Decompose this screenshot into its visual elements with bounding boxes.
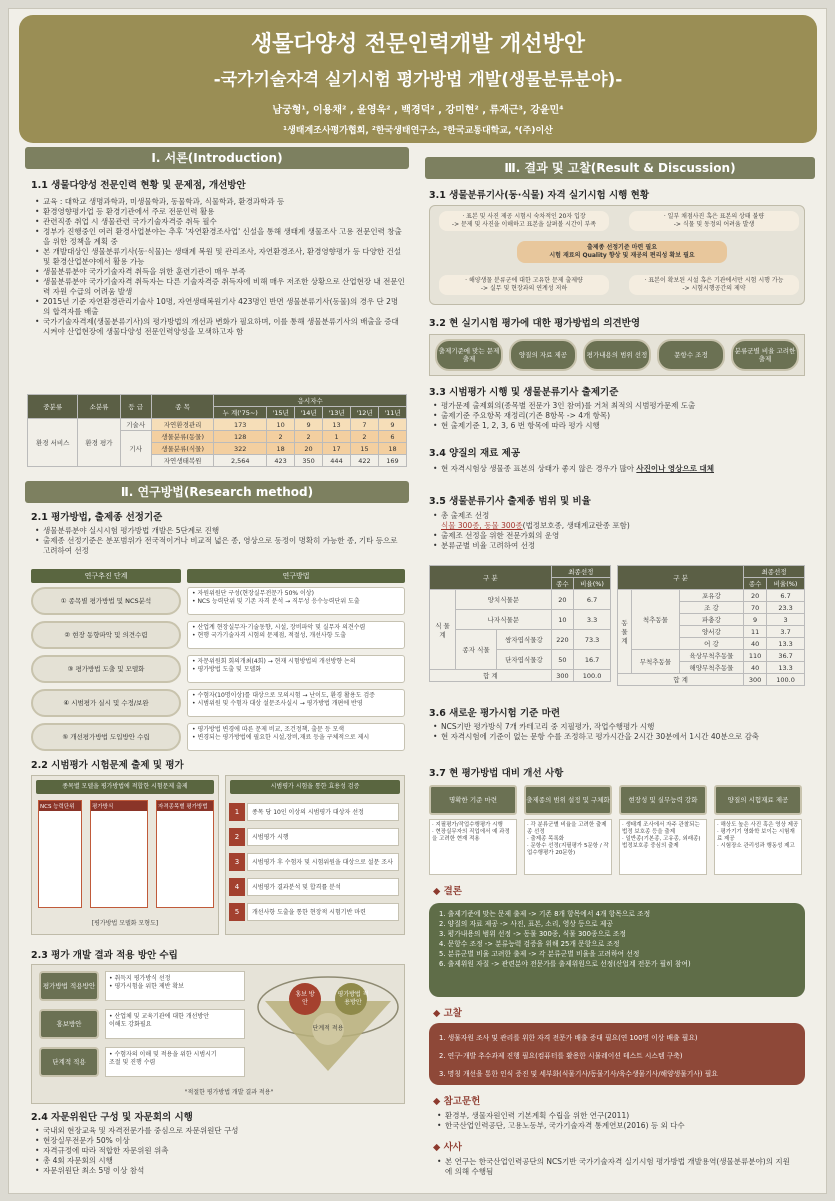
opinion-item: 문항수 조정 xyxy=(657,339,725,371)
range-note: (법정보호종, 생태계교란종 포함) xyxy=(522,521,630,530)
step-desc: • 산업계 현장실무자·기술동향, 시설, 장비파악 및 실무자 의견수렴 • 현행 국가기술자격 시험의 문제점, 적절성, 개선사항 도출 xyxy=(187,621,405,649)
cell-count: 11 xyxy=(744,626,767,638)
cell-value: 423 xyxy=(267,455,295,467)
intro-bullets xyxy=(35,197,405,337)
cell-value: 350 xyxy=(295,455,323,467)
affiliations: ¹생태계조사평가협회, ²한국생태연구소, ³한국교통대학교, ⁴(주)이산 xyxy=(283,126,553,136)
verify-step-number: 2 xyxy=(229,828,245,846)
th-ratio: 비율(%) xyxy=(574,578,611,590)
venn-label: 홍보 방안 xyxy=(295,991,315,1006)
apply-name: 단계적 적용 xyxy=(39,1047,99,1077)
poster-title: 생물다양성 전문인력개발 개선방안 xyxy=(250,32,586,57)
step-desc: • 수험자(10명이상)를 대상으로 모의시험 → 난이도, 환경 활용도 검증 • 시범위원 및 수험자 대상 설문조사실시 → 평가방법 개편에 반영 xyxy=(187,689,405,717)
section-intro-heading: Ⅰ. 서론(Introduction) xyxy=(25,147,409,169)
improve-body: · 생태계 조사에서 자주 관찰되는 법정 보호종 등을 출제 · 일반종(기본종, 고유종, 외래종) 법정보호종 중심의 출제 xyxy=(619,819,707,875)
intro-bullet: • 국가기술자격제(생물분류기사)의 평가방법의 개선과 변화가 필요하며, 이를 통해 생물분류기사의 배출을 증대시켜야 산업현장에 생물다양성 전문인력양성을 모색하고자 함 xyxy=(35,317,405,337)
criteria-bullets xyxy=(433,401,803,431)
steps-head-left: 연구추진 단계 xyxy=(31,569,181,583)
cell-minor: 환경 평가 xyxy=(78,419,120,467)
improve-body: · 해상도 높은 사진 혹은 영상 제공 · 평가기기 영화학 보이는 시험재료 제공 · 시험장소 관리성과 행동성 제고 xyxy=(714,819,802,875)
cell-value: 6 xyxy=(378,431,406,443)
table-row xyxy=(618,674,805,686)
cell-ratio: 16.7 xyxy=(574,650,611,670)
cell-group: 단자엽식물강 xyxy=(497,650,552,670)
conclusion-item: 6. 출제위원 자질 -> 관련분야 전문가를 출제위원으로 선정(산업계 전문가 필히 참여) xyxy=(439,960,691,968)
verify-step-number: 3 xyxy=(229,853,245,871)
step-name: ③ 평가방법 도출 및 모델화 xyxy=(31,655,181,683)
advisory-bullet: • 자격규정에 따라 적합한 자문위원 위촉 xyxy=(35,1146,405,1156)
cell-item: 자연생태복원 xyxy=(151,455,214,467)
poster-header xyxy=(19,15,817,143)
th-ratio: 비율(%) xyxy=(767,578,805,590)
venn-label: 단계적 적용 xyxy=(312,1025,344,1032)
cell-ratio: 13.3 xyxy=(767,662,805,674)
range-bullet: • 출제조 선정을 위한 전문가회의 운영 xyxy=(433,531,803,541)
cell-value: 20 xyxy=(295,443,323,455)
th-minor: 소분류 xyxy=(78,395,120,419)
opinion-item: 양질의 자료 제공 xyxy=(509,339,577,371)
references-title: 참고문헌 xyxy=(443,1096,481,1107)
cell-value: 2 xyxy=(351,431,379,443)
cell-value: 422 xyxy=(351,455,379,467)
table-row xyxy=(430,590,611,610)
cell-count: 9 xyxy=(744,614,767,626)
cell-value: 1 xyxy=(323,431,351,443)
cell-value: 7 xyxy=(351,419,379,431)
th-grade: 등 급 xyxy=(120,395,151,419)
cell-value: 322 xyxy=(214,443,267,455)
th-year: '15년 xyxy=(267,407,295,419)
cell-count: 220 xyxy=(551,630,573,650)
subheading-1-1: 1.1 생물다양성 전문인력 현황 및 문제점, 개선방안 xyxy=(31,180,246,191)
cell-count: 50 xyxy=(551,650,573,670)
steps-head-right: 연구방법 xyxy=(187,569,405,583)
discussion-box xyxy=(429,1023,805,1085)
ack-title: 사사 xyxy=(443,1142,462,1153)
own-method-label: 자격종목별 평가방법 xyxy=(157,801,213,811)
ncs-units-box xyxy=(38,800,82,908)
th-year: '13년 xyxy=(323,407,351,419)
apply-name: 홍보방안 xyxy=(39,1009,99,1039)
cell-group: 양치식물문 xyxy=(456,590,552,610)
th-item: 종 목 xyxy=(151,395,214,419)
cell-item: 자연환경관리 xyxy=(151,419,214,431)
method-bullet: • 출제종 선정기준은 분포범위가 전국적이거나 비교적 넓은 종, 영상으로 동정이 명확히 가능한 종, 기타 등으로 고려하여 선정 xyxy=(35,536,405,556)
cell-value: 9 xyxy=(378,419,406,431)
table-row xyxy=(28,419,407,431)
conclusion-item: 3. 평가내용의 범위 선정 -> 동물 300종, 식물 300종으로 조정 xyxy=(439,930,626,938)
apply-name: 평가방법 적용방안 xyxy=(39,971,99,1001)
model-diagram-caption: [평가방법 모델화 모형도] xyxy=(91,920,159,927)
animal-ratio-table xyxy=(617,565,805,686)
conclusion-item: 2. 양질의 자료 제공 -> 사진, 표본, 소리, 영상 등으로 제공 xyxy=(439,920,614,928)
cell-ratio: 13.3 xyxy=(767,638,805,650)
step-desc: • 자원위원단 구성(현장실무전문가 50% 이상) • NCS 능력단위 및 기존 자격 분석 → 직무성 응수능력단위 도출 xyxy=(187,587,405,615)
intro-bullet: • 정부가 진행중인 여러 환경사업분야는 추후 '자연환경조사업' 신설을 통해 생태계 생물조사 고용 전문인력 창출을 위한 정책을 계획 중 xyxy=(35,227,405,247)
applicant-stats-table xyxy=(27,394,407,467)
new-criteria-bullet: • NCS기반 평가방식 7개 카테고리 중 지필평가, 작업수행평가 시행 xyxy=(433,722,803,732)
reference-item: • 한국산업인력공단, 고용노동부, 국가기술자격 통계연보(2016) 등 외 다수 xyxy=(437,1121,807,1131)
table-row xyxy=(430,630,611,650)
intro-bullet: • 환경영향평가업 등 환경기관에서 주로 전문인력 활용 xyxy=(35,207,405,217)
apply-desc: • 취득지 평가방식 선정 • 평가시험을 위한 제반 확보 xyxy=(105,971,245,1001)
eval-type-box xyxy=(90,800,148,908)
poster xyxy=(8,8,827,1194)
section-results-heading: Ⅲ. 결과 및 고찰(Result & Discussion) xyxy=(425,157,815,179)
opinion-item: 평가내용의 범위 선정 xyxy=(583,339,651,371)
step-name: ② 현장 동향파악 및 의견수렴 xyxy=(31,621,181,649)
conclusion-box xyxy=(429,903,805,997)
criteria-bullet: • 출제기준 주요항목 재정리(기존 8항목 -> 4개 항목) xyxy=(433,411,803,421)
subheading-3-3: 3.3 시범평가 시행 및 생물분류기사 출제기준 xyxy=(429,387,619,398)
conclusion-item: 5. 분류군별 비율 고려한 출제 -> 각 분류군별 비율을 고려하여 선정 xyxy=(439,950,640,958)
table-row xyxy=(430,670,611,682)
cell-ratio: 23.3 xyxy=(767,602,805,614)
verify-step: 시범평가 후 수험자 및 시험위원을 대상으로 설문 조사 xyxy=(247,853,399,871)
cell-subgroup: 무척추동물 xyxy=(632,650,680,674)
verify-step: 개선사항 도출을 통한 현장적 시험기반 마련 xyxy=(247,903,399,921)
intro-bullet: • 생물분류분야 국가기술자격 취득자는 다른 기술자격증 취득자에 비해 매우 저조한 상황으로 산업현장 내 전문인력 자원 수급의 어려움 발생 xyxy=(35,277,405,297)
subheading-3-6: 3.6 새로운 평가시험 기준 마련 xyxy=(429,708,561,719)
discussion-heading: ◆ 고찰 xyxy=(433,1008,462,1019)
apply-desc: • 산업체 및 교육기관에 대한 개선방안 이해도 강화필요 xyxy=(105,1009,245,1039)
cell-count: 20 xyxy=(551,590,573,610)
status-issue: · 일부 채점사진 혹은 표본의 상태 불량 -> 식물 및 동정의 어려움 발생 xyxy=(629,211,799,231)
cell-grade: 기술사 xyxy=(120,419,151,431)
apply-desc: • 수험자의 이해 및 적용을 위한 시범시기 조절 및 진행 수렴 xyxy=(105,1047,245,1077)
verify-step-number: 1 xyxy=(229,803,245,821)
subheading-3-2: 3.2 현 실기시험 평가에 대한 평가방법의 의견반영 xyxy=(429,318,641,329)
cell-count: 40 xyxy=(744,638,767,650)
table-row xyxy=(430,610,611,630)
verify-step: 시범평가 결과분석 및 합격률 분석 xyxy=(247,878,399,896)
cell-ratio: 3.7 xyxy=(767,626,805,638)
cell-count: 300 xyxy=(744,674,767,686)
th-count: 종수 xyxy=(744,578,767,590)
step-name: ④ 시범평가 실시 및 수정/보완 xyxy=(31,689,181,717)
range-bullets xyxy=(433,511,803,551)
cell-item: 생물분류(동물) xyxy=(151,431,214,443)
step-name: ① 종목별 평가방법 및 NCS분석 xyxy=(31,587,181,615)
cell-value: 173 xyxy=(214,419,267,431)
plant-ratio-table xyxy=(429,565,611,682)
reference-item: • 환경부, 생물자원인력 기본계획 수립을 위한 연구(2011) xyxy=(437,1111,807,1121)
cell-grade: 기사 xyxy=(120,431,151,467)
subheading-2-4: 2.4 자문위원단 구성 및 자문회의 시행 xyxy=(31,1112,193,1123)
status-issue: · 표본이 확보된 시설 혹은 기관에서만 시험 시행 가능 -> 시험시행공간의 제약 xyxy=(629,275,799,295)
status-issue: · 표본 및 사진 제공 시험시 숙차적인 20자 입장 -> 문제 및 사진을 이해하고 표본을 살펴볼 시간이 부족 xyxy=(439,211,609,231)
intro-bullet: • 2015년 기준 자연환경관리기술사 10명, 자연생태복원기사 423명인 반면 생물분류기사(동물)의 경우 단 2명의 합격자를 배출 xyxy=(35,297,405,317)
verify-step: 시범평가 시행 xyxy=(247,828,399,846)
eval-type-label: 평가방식 xyxy=(91,801,147,811)
verify-diagram-title: 시범평가 시험을 통한 효용성 검증 xyxy=(230,780,400,794)
cell-value: 15 xyxy=(351,443,379,455)
status-issue: · 해양생물 분류군에 대한 고유한 문제 출제량 -> 실무 및 현장과의 연계성 저하 xyxy=(439,275,609,295)
cell-value: 13 xyxy=(323,419,351,431)
verify-step: 종목 당 10인 이상의 시범평가 대상자 선정 xyxy=(247,803,399,821)
cell-ratio: 3 xyxy=(767,614,805,626)
material-emphasis: 사진이나 영상으로 대체 xyxy=(636,464,715,473)
cell-major: 환경 서비스 xyxy=(28,419,78,467)
apply-caption: "적절한 평가방법 개발 결과 적용" xyxy=(184,1089,274,1096)
cell-total-label: 합 계 xyxy=(618,674,744,686)
th-final: 최종선정 xyxy=(551,566,610,578)
cell-group: 육상무척추동물 xyxy=(679,650,743,662)
table-row xyxy=(618,590,805,602)
cell-total-label: 합 계 xyxy=(430,670,552,682)
discussion-title: 고찰 xyxy=(443,1008,462,1019)
verify-step-number: 4 xyxy=(229,878,245,896)
subheading-3-5: 3.5 생물분류기사 출제종 범위 및 비율 xyxy=(429,496,591,507)
cell-ratio: 6.7 xyxy=(574,590,611,610)
th-year: '12년 xyxy=(351,407,379,419)
cell-subgroup: 종자 식물 xyxy=(456,630,497,670)
cell-count: 40 xyxy=(744,662,767,674)
material-bullet xyxy=(433,464,807,474)
cell-value: 444 xyxy=(323,455,351,467)
cell-count: 70 xyxy=(744,602,767,614)
own-method-box xyxy=(156,800,214,908)
improve-body: · 각 분류군별 비율을 고려한 출제종 선정 · 출제종 목록화 · 문항수 선정(지필평가 5문항 / 작업수행평가 20문항) xyxy=(524,819,612,875)
step-desc: • 자문위원회 회의개최(4회) → 현재 시험방법의 개선방향 논의 • 평가방법 도출 및 모델화 xyxy=(187,655,405,683)
range-bullet: • 분류군별 비율 고려하여 선정 xyxy=(433,541,803,551)
poster-subtitle: -국가기술자격 실기시험 평가방법 개발(생물분류분야)- xyxy=(213,70,623,90)
status-core: 출제종 선정기준 마련 필요 시험 재료의 Quality 향상 및 재공의 편리성 확보 필요 xyxy=(517,241,727,263)
improve-head: 양질의 시험재료 제공 xyxy=(714,785,802,815)
conclusion-item: 1. 출제기준에 맞는 문제 출제 -> 기존 8개 항목에서 4개 항목으로 조정 xyxy=(439,910,651,918)
intro-bullet: • 본 개발대상인 생물분류기사(동·식물)는 생태계 복원 및 관리조사, 자연환경조사, 환경영향평가 등 다양한 건설 및 환경산업분야에서 활용 가능 xyxy=(35,247,405,267)
references-heading: ◆ 참고문헌 xyxy=(433,1096,481,1107)
cell-category: 동물계 xyxy=(618,590,632,674)
advisory-bullet: • 현장실무전문가 50% 이상 xyxy=(35,1136,405,1146)
range-emphasis: 식물 300종, 동물 300종 xyxy=(441,521,523,530)
th-group: 구 분 xyxy=(430,566,552,590)
material-text: 현 자격시험상 생물종 표본의 상태가 좋지 않은 경우가 많아 xyxy=(441,464,637,473)
th-year: '14년 xyxy=(295,407,323,419)
cell-count: 300 xyxy=(551,670,573,682)
cell-category: 식 물 계 xyxy=(430,590,456,670)
verify-step-number: 5 xyxy=(229,903,245,921)
improve-body: · 지필평가/작업수행평가 시행 · 현장실무자의 직업에서 예 과정을 고려한 현재 적용 xyxy=(429,819,517,875)
cell-group: 해양무척추동물 xyxy=(679,662,743,674)
cell-group: 쌍자엽식물강 xyxy=(497,630,552,650)
model-diagram-title: 종목별 모델을 평가방법에 적합한 시험문제 출제 xyxy=(36,780,214,794)
cell-value: 2 xyxy=(295,431,323,443)
intro-bullet: • 교육 : 대학교 생명과학과, 미생물학과, 동물학과, 식물학과, 환경과학과 등 xyxy=(35,197,405,207)
advisory-bullet: • 국내외 현장교육 및 자격전문가를 중심으로 자문위원단 구성 xyxy=(35,1126,405,1136)
opinion-item: 분류군별 비율 고려한 출제 xyxy=(731,339,799,371)
cell-count: 110 xyxy=(744,650,767,662)
cell-value: 17 xyxy=(323,443,351,455)
conclusion-item: 4. 문항수 조정 -> 분류능력 검증을 위해 25개 문항으로 조정 xyxy=(439,940,620,948)
cell-ratio: 36.7 xyxy=(767,650,805,662)
cell-group: 어 강 xyxy=(679,638,743,650)
improve-head: 명확한 기준 마련 xyxy=(429,785,517,815)
model-diagram xyxy=(31,775,219,935)
th-group: 구 분 xyxy=(618,566,744,590)
table-row xyxy=(618,650,805,662)
method-bullet: • 생물분류분야 실시시험 평가방법 개발은 5단계로 진행 xyxy=(35,526,405,536)
th-count: 응시자수 xyxy=(214,395,407,407)
opinion-item: 출제기준에 맞는 문제 출제 xyxy=(435,339,503,371)
cell-group: 나자식물문 xyxy=(456,610,552,630)
th-major: 중분류 xyxy=(28,395,78,419)
cell-group: 양서강 xyxy=(679,626,743,638)
cell-ratio: 3.3 xyxy=(574,610,611,630)
new-criteria-bullet: • 현 자격시험에 기준이 없는 문항 수를 조정하고 평가시간을 2시간 30분에서 1시간 40분으로 감축 xyxy=(433,732,803,742)
th-count: 종수 xyxy=(551,578,573,590)
criteria-bullet: • 평가문제 출제회의(종목별 전문가 3인 참여)를 거쳐 최적의 시범평가문제 도출 xyxy=(433,401,803,411)
advisory-bullets xyxy=(35,1126,405,1176)
th-year: 누 계('75~) xyxy=(214,407,267,419)
cell-value: 10 xyxy=(267,419,295,431)
cell-item: 생물분류(식물) xyxy=(151,443,214,455)
th-year: '11년 xyxy=(378,407,406,419)
cell-count: 10 xyxy=(551,610,573,630)
references-list xyxy=(437,1111,807,1131)
conclusion-heading: ◆ 결론 xyxy=(433,886,462,897)
cell-value: 2 xyxy=(267,431,295,443)
advisory-bullet: • 자문위원단 최소 5명 이상 참석 xyxy=(35,1166,405,1176)
cell-ratio: 73.3 xyxy=(574,630,611,650)
subheading-3-4: 3.4 양질의 재료 제공 xyxy=(429,448,520,459)
cell-ratio: 6.7 xyxy=(767,590,805,602)
discussion-item: 2. 연구·개발 추수과제 진행 필요(컴퓨터를 활용한 시뮬레이션 테스트 시스템 구축) xyxy=(439,1052,683,1060)
subheading-3-7: 3.7 현 평가방법 대비 개선 사항 xyxy=(429,768,564,779)
cell-group: 파충강 xyxy=(679,614,743,626)
intro-bullet: • 생물분류분야 국가기술자격 취득을 위한 훈련기관이 매우 부족 xyxy=(35,267,405,277)
ack-text: • 본 연구는 한국산업인력공단의 NCS기반 국가기술자격 실기시험 평가방법 개발용역(생물분류분야)의 지원에 의해 수행됨 xyxy=(437,1157,797,1177)
discussion-item: 1. 생물자원 조사 및 관리를 위한 자격 전문가 배출 증대 필요(연 100명 이상 배출 필요) xyxy=(439,1034,698,1042)
intro-bullet: • 관련직종 취업 시 생물관련 국가기술자격증 취득 필수 xyxy=(35,217,405,227)
step-desc: • 평가방법 변경에 따른 문제 비교, 조건정책, 출문 등 모색 • 변경되는 평가방법에 필요한 시설,장비,재료 등을 구체적으로 제시 xyxy=(187,723,405,751)
range-bullet: • 총 출제조 선정 xyxy=(433,511,803,521)
cell-subgroup: 척추동물 xyxy=(632,590,680,650)
section-method-heading: Ⅱ. 연구방법(Research method) xyxy=(25,481,409,503)
subheading-2-2: 2.2 시범평가 시험문제 출제 및 평가 xyxy=(31,760,184,771)
cell-value: 18 xyxy=(378,443,406,455)
subheading-3-1: 3.1 생물분류기사(동·식물) 자격 실기시험 시행 현황 xyxy=(429,190,650,201)
th-final: 최종선정 xyxy=(744,566,805,578)
authors: 남궁형¹, 이용채² , 윤영욱² , 백경덕² , 강미현² , 류재근³, 강윤민⁴ xyxy=(272,105,564,116)
cell-group: 포유강 xyxy=(679,590,743,602)
cell-value: 18 xyxy=(267,443,295,455)
advisory-bullet: • 총 4회 자문회의 시행 xyxy=(35,1156,405,1166)
cell-ratio: 100.0 xyxy=(767,674,805,686)
subheading-2-1: 2.1 평가방법, 출제종 선정기준 xyxy=(31,512,163,523)
criteria-bullet: • 현 출제기준 1, 2, 3, 6 번 항목에 따라 평가 시행 xyxy=(433,421,803,431)
ack-heading: ◆ 사사 xyxy=(433,1142,462,1153)
cell-ratio: 100.0 xyxy=(574,670,611,682)
conclusion-title: 결론 xyxy=(443,886,462,897)
subheading-2-3: 2.3 평가 개발 결과 적용 방안 수립 xyxy=(31,950,178,961)
venn-label: 평가방법 적용방안 xyxy=(337,991,369,1006)
improve-head: 현장성 및 실무능력 강화 xyxy=(619,785,707,815)
method-bullets xyxy=(35,526,405,556)
step-name: ⑤ 개선평가방법 도입방안 수립 xyxy=(31,723,181,751)
cell-value: 2,564 xyxy=(214,455,267,467)
acknowledgement xyxy=(437,1157,797,1177)
new-criteria-bullets xyxy=(433,722,803,742)
cell-value: 169 xyxy=(378,455,406,467)
cell-value: 128 xyxy=(214,431,267,443)
discussion-item: 3. 명칭 개선을 통한 인식 증진 및 세부화(식물기사/동물기사/육수생물기사/해양생물기사) 필요 xyxy=(439,1070,718,1078)
cell-group: 조 강 xyxy=(679,602,743,614)
cell-value: 9 xyxy=(295,419,323,431)
cell-count: 20 xyxy=(744,590,767,602)
improve-head: 출제종의 범위 설정 및 구체화 xyxy=(524,785,612,815)
ncs-units-label: NCS 능력단위 xyxy=(39,801,81,811)
